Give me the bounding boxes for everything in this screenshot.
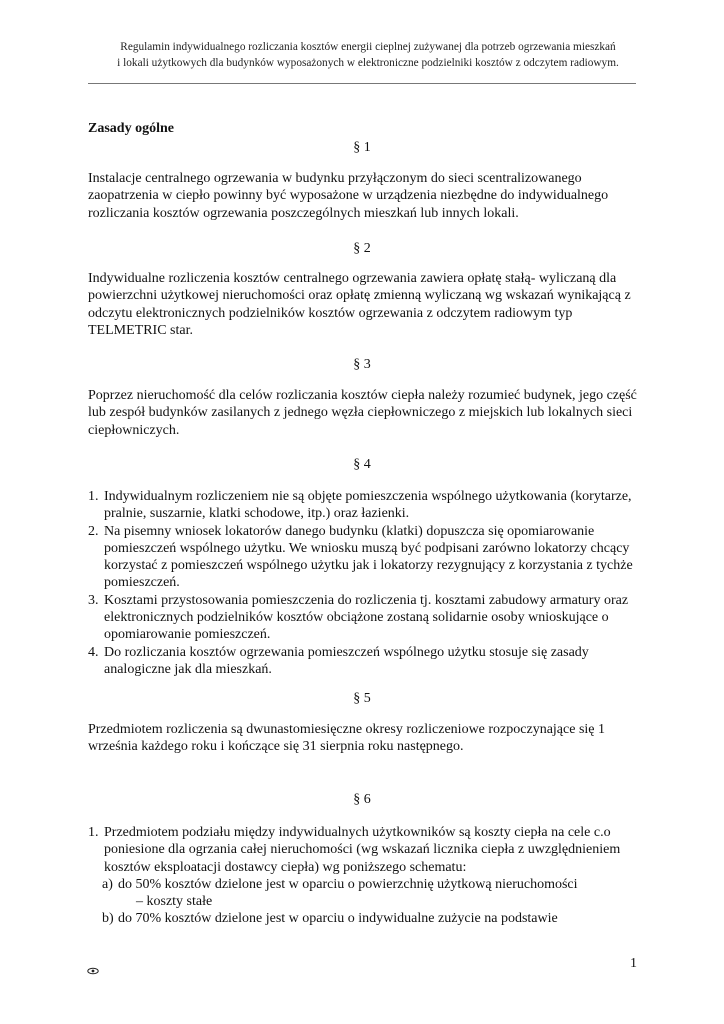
list-item: 2. Na pisemny wniosek lokatorów danego budynku (klatki) dopuszcza się opomiarowanie pomieszczeń wspólnego użytku. We wniosku muszą być podpisani zarówno lokatorzy chcący korzystać z pomieszczeń wspólnego użytku jak i lokatorzy rezygnujący z korzystania z tychże pomieszczeń. — [88, 523, 633, 591]
list-item: 4. Do rozliczania kosztów ogrzewania pomieszczeń wspólnego użytku stosuje się zasady analogiczne jak dla mieszkań. — [88, 644, 589, 677]
paragraph-2-text: Indywidualne rozliczenia kosztów centralnego ogrzewania zawiera opłatę stałą- wyliczaną dla powierzchni użytkowej nieruchomości oraz opłatę zmienną wyliczaną wg wskazań wynikającą z odczytu elektronicznych podzielników kosztów ogrzewania z odczytem radiowym typ TELMETRIC star. — [88, 271, 631, 338]
paragraph-4-list — [88, 488, 638, 678]
paragraph-6-text — [88, 824, 638, 928]
paragraph-mark-4: § 4 — [353, 457, 371, 472]
header-divider — [88, 83, 636, 84]
document-header — [88, 40, 648, 71]
paragraph-mark-2: § 2 — [353, 241, 371, 256]
paragraph-mark-5: § 5 — [353, 691, 371, 706]
section-title: Zasady ogólne — [88, 121, 174, 136]
list-item: 3. Kosztami przystosowania pomieszczenia do rozliczenia tj. kosztami zabudowy armatury oraz elektronicznych podzielników kosztów obciążone zostaną solidarnie osoby wnioskujące o opomiarowanie pomieszczeń. — [88, 592, 629, 643]
list-item: 1. Przedmiotem podziału między indywidualnych użytkowników są koszty ciepła na cele c.o poniesione dla ogrzania całej nieruchomości (wg wskazań licznika ciepła z uwzględnieniem kosztów eksploatacji dostawcy ciepła) wg poniższego schematu: — [88, 825, 621, 875]
header-line-2: i lokali użytkowych dla budynków wyposażonych w elektroniczne podzielniki kosztów z odczytem radiowym. — [117, 56, 619, 69]
paragraph-mark-3: § 3 — [353, 357, 371, 372]
paragraph-1-text: Instalacje centralnego ogrzewania w budynku przyłączonym do sieci scentralizowanego zaopatrzenia w ciepło powinny być wyposażone w urządzenia niezbędne do indywidualnego rozliczania kosztów ogrzewania poszczególnych mieszkań lub innych lokali. — [88, 171, 609, 221]
eye-icon — [87, 967, 99, 975]
paragraph-3-text: Poprzez nieruchomość dla celów rozliczania kosztów ciepła należy rozumieć budynek, jego część lub zespół budynków zasilanych z jednego węzła ciepłowniczego z miejskich lub lokalnych sieci ciepłowniczych. — [88, 388, 637, 438]
paragraph-mark-6: § 6 — [353, 792, 371, 807]
page-number: 1 — [630, 956, 637, 971]
list-item: 1. Indywidualnym rozliczeniem nie są objęte pomieszczenia wspólnego użytkowania (korytarze, pralnie, suszarnie, klatki schodowe, itp.) oraz łazienki. — [88, 489, 632, 522]
list-item: b) do 70% kosztów dzielone jest w oparciu o indywidualne zużycie na podstawie — [102, 911, 558, 927]
header-line-1: Regulamin indywidualnego rozliczania kosztów energii cieplnej zużywanej dla potrzeb ogrzewania mieszkań — [120, 41, 616, 53]
paragraph-mark-1: § 1 — [353, 140, 371, 155]
list-item: a) do 50% kosztów dzielone jest w oparciu o powierzchnię użytkową nieruchomości – koszty stałe — [102, 876, 578, 910]
paragraph-5-text: Przedmiotem rozliczenia są dwunastomiesięczne okresy rozliczeniowe rozpoczynające się 1 września każdego roku i kończące się 31 sierpnia roku następnego. — [88, 722, 605, 755]
